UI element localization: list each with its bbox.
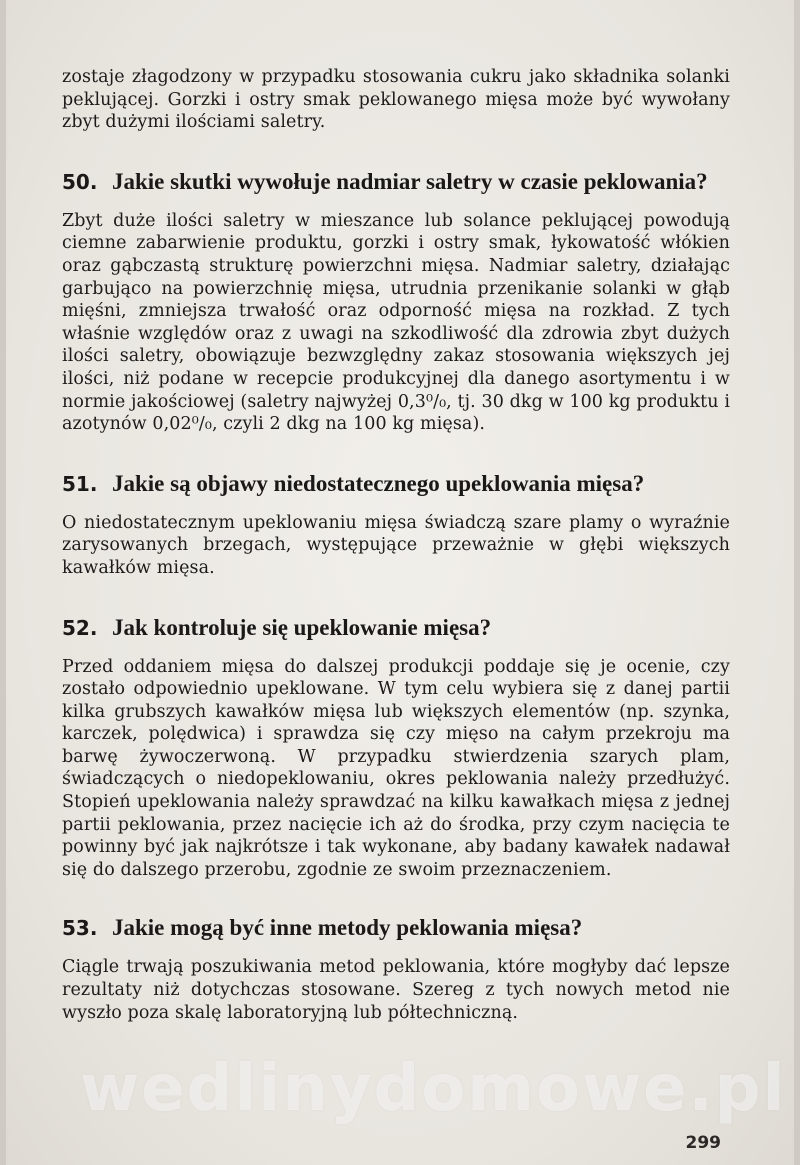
answer-51: O niedostatecznym upeklowaniu mięsa świadczą szare plamy o wyraźnie zarysowanych brzegach, występujące przeważnie w głębi większych kawałków mięsa.: [62, 512, 730, 578]
answer-52: Przed oddaniem mięsa do dalszej produkcji poddaje się je ocenie, czy zostało odpowiednio upeklowane. W tym celu wybiera się z danej partii kilka grubszych kawałków mięsa lub większych elementów (np. szynka, karczek, polędwica) i sprawdza się czy mięso na całym przekroju ma barwę żywoczerwoną. W przypadku stwierdzenia szarych plam, świadczących o niedopeklowaniu, okres peklowania należy przedłużyć. Stopień upeklowania należy sprawdzać na kilku kawałkach mięsa z jednej partii peklowania, przez nacięcie ich aż do środka, przy czym nacięcia te powinny być jak najkrótsze i tak wykonane, aby badany kawałek nadawał się do dalszego przerobu, zgodnie ze swoim przeznaczeniem.: [62, 656, 730, 880]
intro-paragraph: zostaje złagodzony w przypadku stosowania cukru jako składnika solanki peklującej. Gorzki i ostry smak peklowanego mięsa może być wywołany zbyt dużymi ilościami saletry.: [62, 67, 730, 133]
question-text: Jak kontroluje się upeklowanie mięsa?: [112, 614, 492, 640]
question-number: 50.: [62, 169, 98, 194]
question-text: Jakie są objawy niedostatecznego upeklowania mięsa?: [112, 470, 645, 496]
page-edge-right: [794, 0, 800, 1165]
page-edge-left: [0, 0, 6, 1165]
question-51: [62, 470, 730, 498]
answer-53: Ciągle trwają poszukiwania metod peklowania, które mogłyby dać lepsze rezultaty niż dotychczas stosowane. Szereg z tych nowych metod nie wyszło poza skalę laboratoryjną lub półtechniczną.: [62, 957, 730, 1023]
page-number: 299: [685, 1133, 721, 1153]
watermark: wedlinydomowe.pl: [80, 1052, 787, 1126]
answer-50: Zbyt duże ilości saletry w mieszance lub solance peklującej powodują ciemne zabarwienie produktu, gorzki i ostry smak, łykowatość włókien oraz gąbczastą strukturę powierzchni mięsa. Nadmiar saletry, działając garbująco na powierzchnię mięsa, utrudnia przenikanie solanki w głąb mięśni, zmniejsza trwałość oraz odporność mięsa na rozkład. Z tych właśnie względów oraz z uwagi na szkodliwość dla zdrowia zbyt dużych ilości saletry, obowiązuje bezwzględny zakaz stosowania większych jej ilości, niż podane w recepcie produkcyjnej dla danego asortymentu i w normie jakościowej (saletry najwyżej 0,3⁰/₀, tj. 30 dkg w 100 kg produktu i azotynów 0,02⁰/₀, czyli 2 dkg na 100 kg mięsa).: [62, 210, 731, 435]
text-column: [62, 66, 730, 1024]
question-50: [62, 168, 730, 196]
question-text: Jakie skutki wywołuje nadmiar saletry w czasie peklowania?: [112, 168, 708, 194]
question-52: [62, 614, 730, 642]
question-53: [62, 914, 730, 942]
question-number: 51.: [62, 471, 98, 496]
question-number: 53.: [62, 916, 98, 941]
question-number: 52.: [62, 615, 98, 640]
question-text: Jakie mogą być inne metody peklowania mięsa?: [112, 915, 583, 941]
